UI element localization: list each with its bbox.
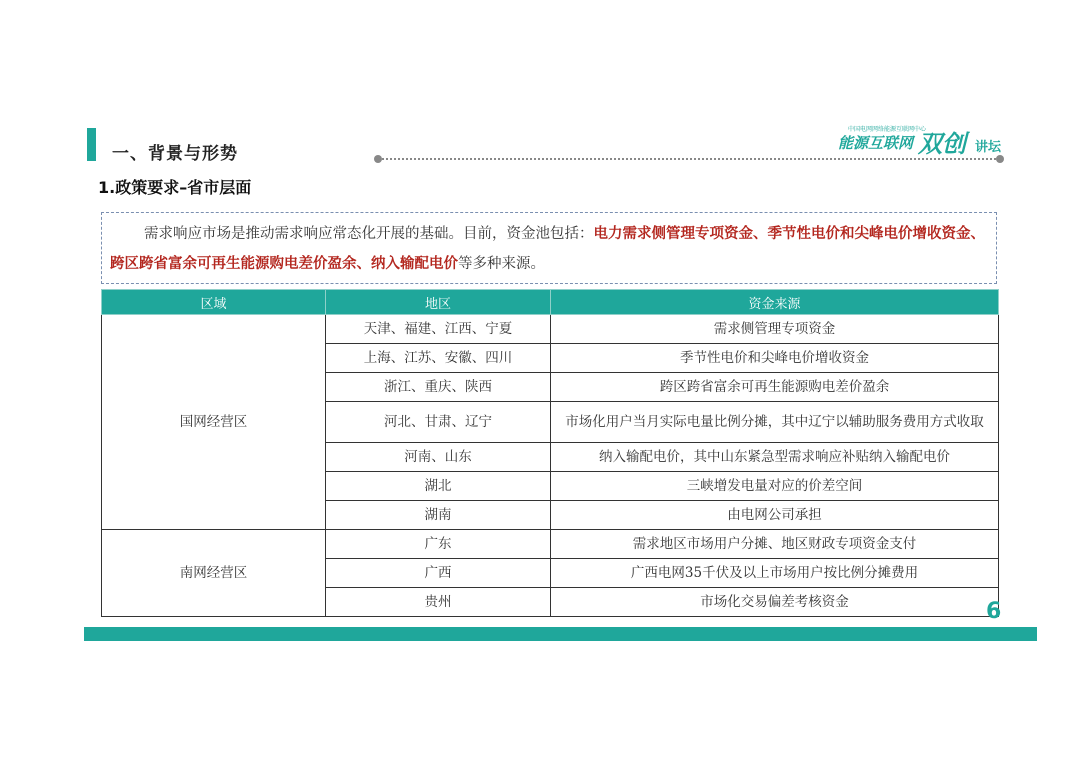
area-cell: 广西	[326, 559, 551, 588]
region-cell: 国网经营区	[102, 315, 326, 530]
intro-note	[101, 212, 997, 284]
logo-small-text: 中国电网网络能源互联网中心	[848, 126, 927, 133]
source-cell: 三峡增发电量对应的价差空间	[551, 472, 999, 501]
source-cell: 季节性电价和尖峰电价增收资金	[551, 344, 999, 373]
source-cell: 广西电网35千伏及以上市场用户按比例分摊费用	[551, 559, 999, 588]
source-cell: 市场化交易偏差考核资金	[551, 588, 999, 617]
source-cell: 跨区跨省富余可再生能源购电差价盈余	[551, 373, 999, 402]
funding-source-table	[101, 289, 999, 617]
note-text: 需求响应市场是推动需求响应常态化开展的基础。目前，资金池包括：	[144, 226, 594, 242]
area-cell: 贵州	[326, 588, 551, 617]
forum-logo	[838, 124, 1014, 162]
page-number: 6	[986, 599, 1002, 624]
slide-subtitle: 1.政策要求–省市层面	[98, 178, 252, 197]
source-cell: 纳入输配电价，其中山东紧急型需求响应补贴纳入输配电价	[551, 443, 999, 472]
header-region: 区域	[102, 290, 326, 315]
logo-main-text: 能源互联网	[838, 134, 914, 152]
table-header-row	[102, 290, 999, 315]
table-row	[102, 315, 999, 344]
note-highlight: 电力需求侧管理专项资金、季节性电价和尖峰电价增收资金、跨区跨省富余可再生能源购电差价盈余、纳入输配电价	[110, 225, 985, 272]
logo-tail-text: 讲坛	[975, 140, 1002, 155]
area-cell: 天津、福建、江西、宁夏	[326, 315, 551, 344]
area-cell: 河北、甘肃、辽宁	[326, 402, 551, 443]
footer-bar	[84, 627, 1037, 641]
logo-big-text: 双创	[918, 130, 966, 158]
area-cell: 河南、山东	[326, 443, 551, 472]
section-title: 一、背景与形势	[112, 144, 238, 164]
source-cell: 市场化用户当月实际电量比例分摊，其中辽宁以辅助服务费用方式收取	[551, 402, 999, 443]
region-cell: 南网经营区	[102, 530, 326, 617]
header-source: 资金来源	[551, 290, 999, 315]
source-cell: 需求地区市场用户分摊、地区财政专项资金支付	[551, 530, 999, 559]
header-area: 地区	[326, 290, 551, 315]
note-text-end: 等多种来源。	[458, 256, 545, 272]
section-accent-bar	[87, 128, 96, 161]
area-cell: 湖北	[326, 472, 551, 501]
source-cell: 由电网公司承担	[551, 501, 999, 530]
area-cell: 浙江、重庆、陕西	[326, 373, 551, 402]
area-cell: 广东	[326, 530, 551, 559]
source-cell: 需求侧管理专项资金	[551, 315, 999, 344]
area-cell: 湖南	[326, 501, 551, 530]
area-cell: 上海、江苏、安徽、四川	[326, 344, 551, 373]
table-row	[102, 530, 999, 559]
